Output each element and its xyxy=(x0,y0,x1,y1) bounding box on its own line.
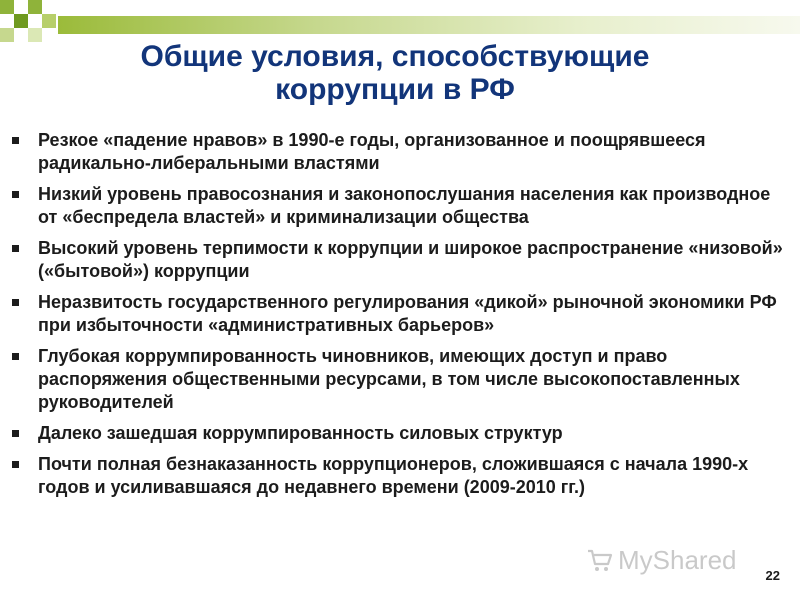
watermark-text: MyShared xyxy=(618,544,737,575)
bullet-text: Высокий уровень терпимости к коррупции и широкое распространение «низовой» («бытовой») коррупции xyxy=(38,238,783,281)
header-gradient-bar xyxy=(58,16,800,34)
bullet-list xyxy=(12,129,794,507)
deco-square xyxy=(14,14,28,28)
bullet-text: Неразвитость государственного регулирования «дикой» рыночной экономики РФ при избыточности «административных барьеров» xyxy=(38,292,777,335)
bullet-square-icon xyxy=(12,137,19,144)
bullet-text: Далеко зашедшая коррумпированность силовых структур xyxy=(38,423,563,443)
bullet-text: Резкое «падение нравов» в 1990-е годы, организованное и поощрявшееся радикально-либеральными властями xyxy=(38,130,706,173)
bullet-item xyxy=(12,183,794,229)
deco-square xyxy=(28,28,42,42)
bullet-item xyxy=(12,345,794,414)
slide-title-line-1: Общие условия, способствующие xyxy=(140,40,650,73)
bullet-text: Глубокая коррумпированность чиновников, имеющих доступ и право распоряжения общественными ресурсами, в том числе высокопоставленных руководителей xyxy=(38,346,740,412)
deco-square xyxy=(0,0,14,14)
bullet-square-icon xyxy=(12,299,19,306)
bullet-square-icon xyxy=(12,353,19,360)
bullet-text: Почти полная безнаказанность коррупционеров, сложившаяся с начала 1990-х годов и усиливавшаяся до недавнего времени (2009-2010 гг.) xyxy=(38,454,749,497)
slide-title-line-2: коррупции в РФ xyxy=(275,73,515,106)
bullet-item xyxy=(12,453,794,499)
deco-square xyxy=(42,14,56,28)
bullet-square-icon xyxy=(12,461,19,468)
bullet-item xyxy=(12,291,794,337)
bullet-square-icon xyxy=(12,191,19,198)
bullet-item xyxy=(12,237,794,283)
page-number: 22 xyxy=(765,568,780,583)
shopping-cart-icon xyxy=(586,547,614,573)
bullet-item xyxy=(12,422,794,445)
deco-square xyxy=(28,0,42,14)
bullet-text: Низкий уровень правосознания и законопослушания населения как производное от «беспредела властей» и криминализации общества xyxy=(38,184,771,227)
watermark xyxy=(586,543,766,577)
bullet-square-icon xyxy=(12,245,19,252)
deco-square xyxy=(0,28,14,42)
slide-title xyxy=(70,40,720,106)
bullet-square-icon xyxy=(12,430,19,437)
bullet-item xyxy=(12,129,794,175)
